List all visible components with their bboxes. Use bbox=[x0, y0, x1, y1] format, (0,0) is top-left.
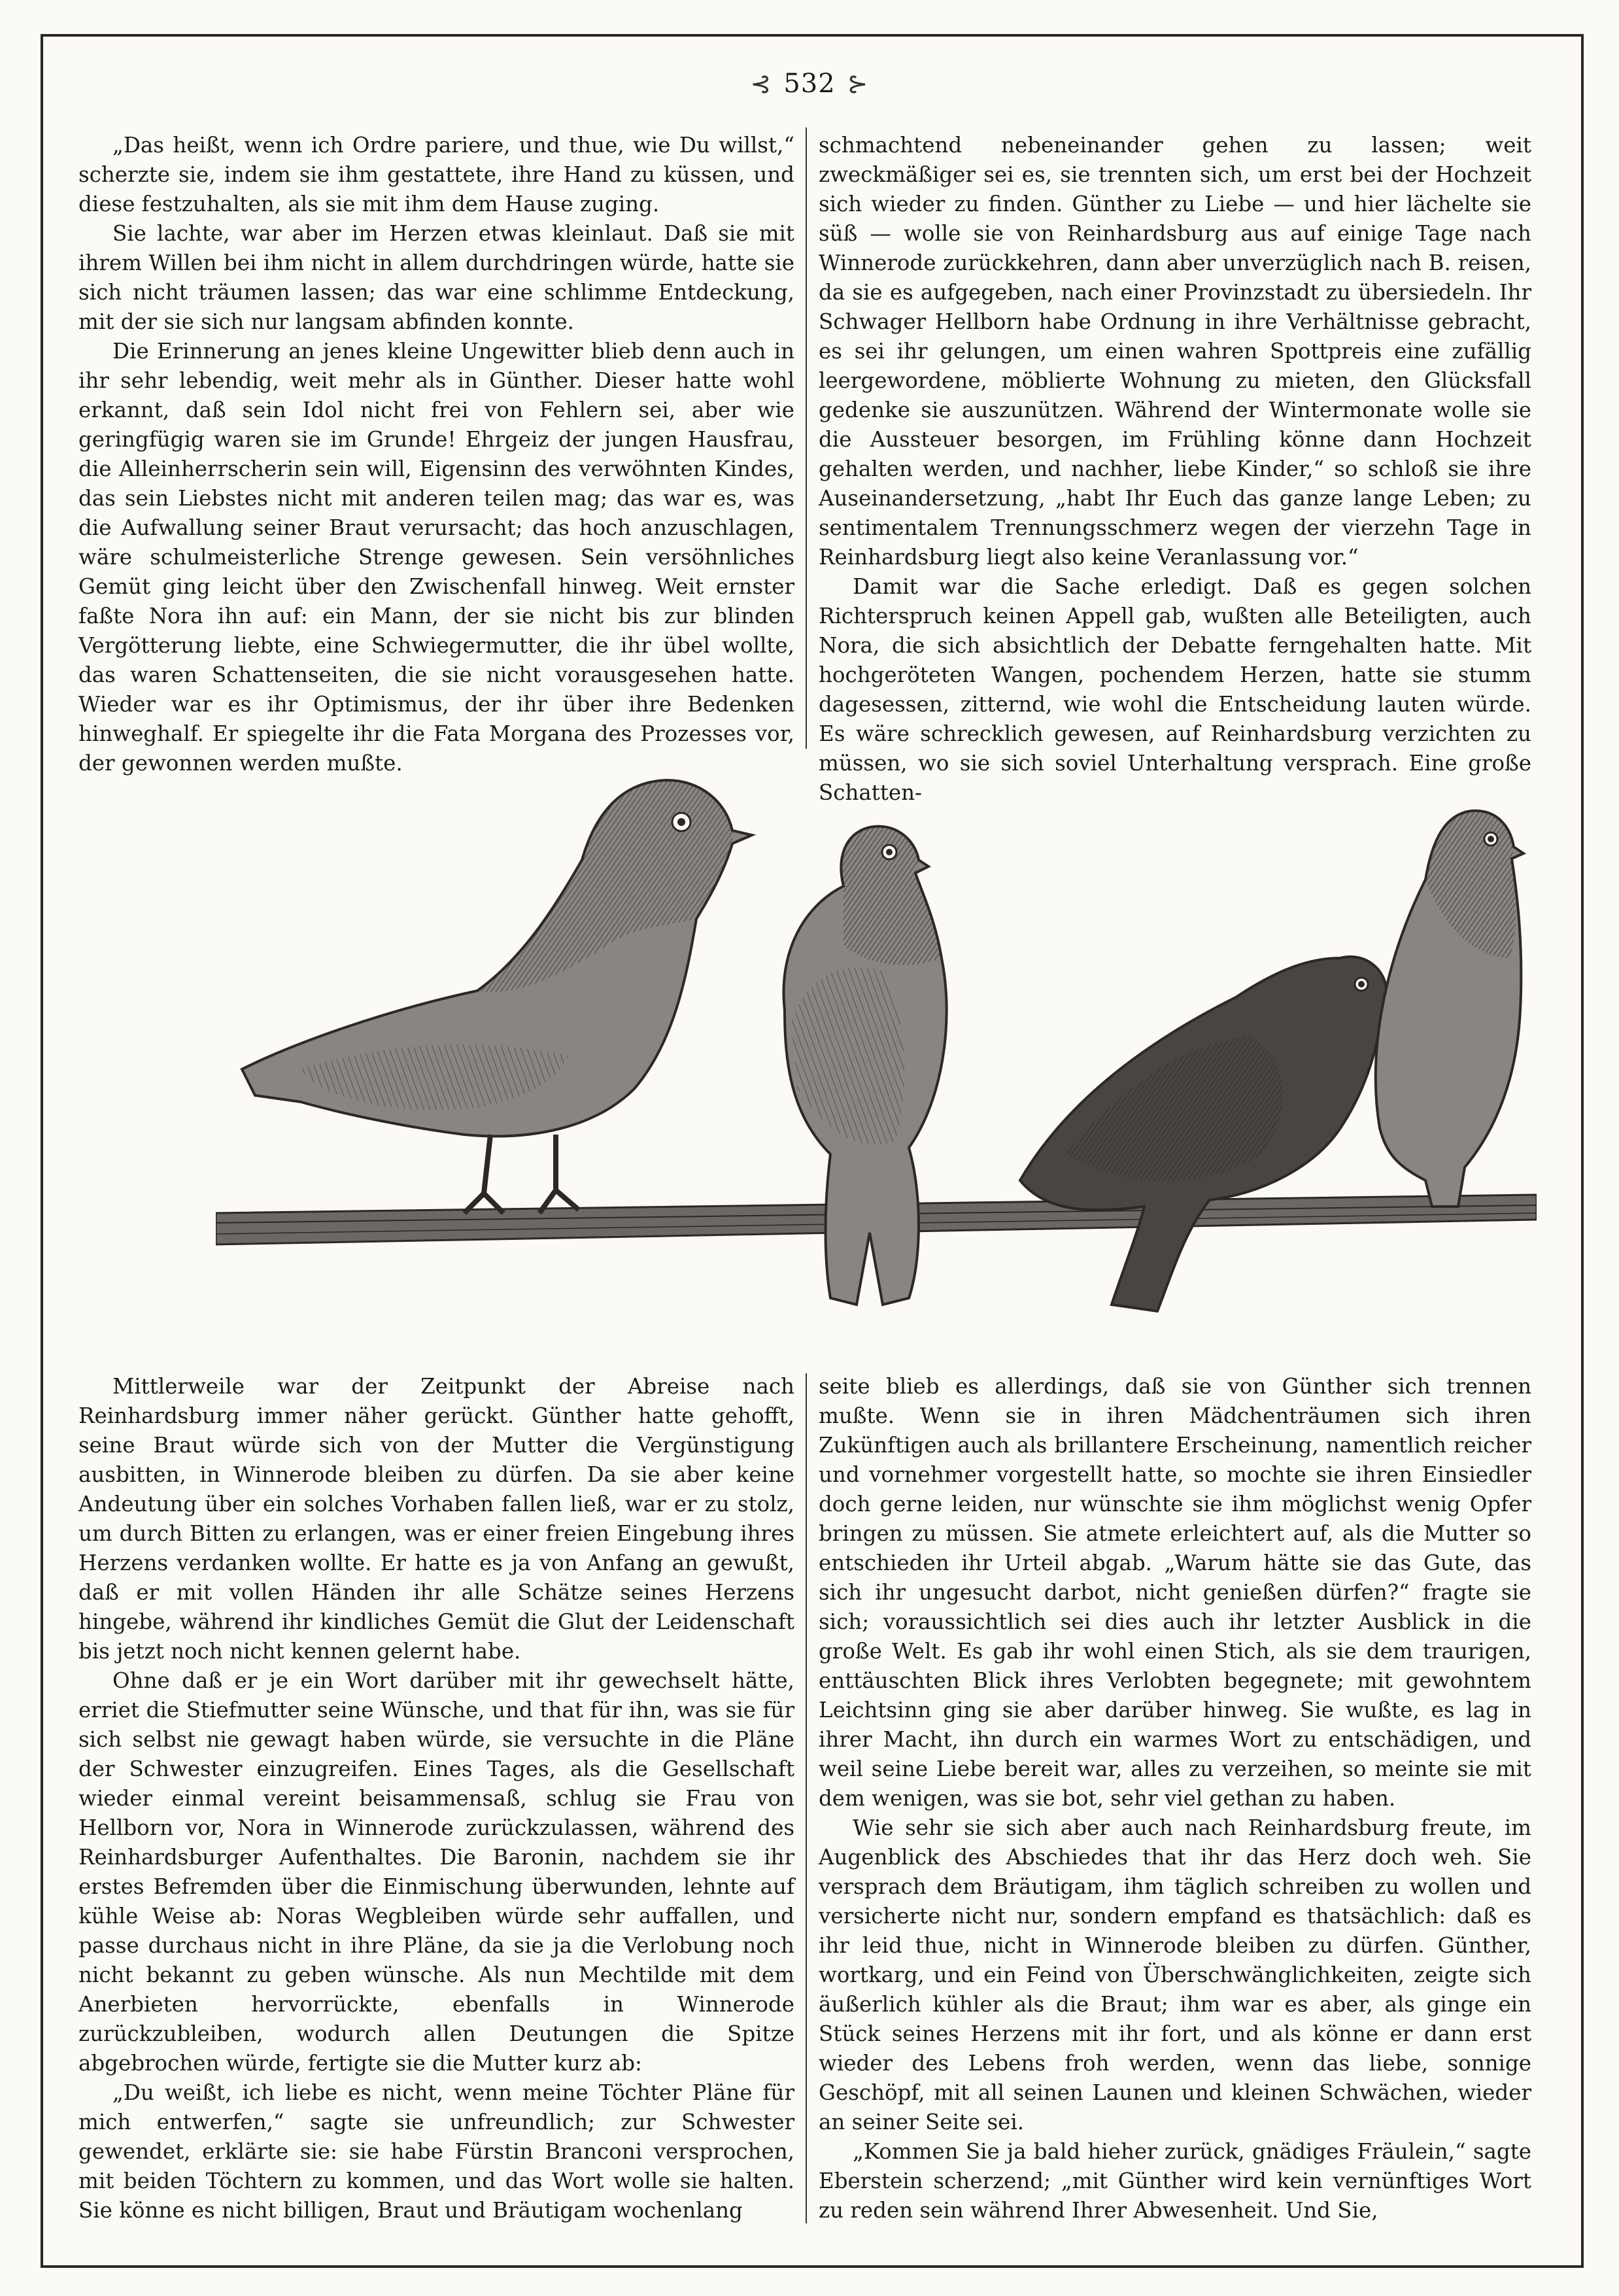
paragraph: seite blieb es allerdings, daß sie von Günther sich trennen mußte. Wenn sie in ihren Mädchenträumen sich ihren Zukünftigen auch als brillantere Erscheinung, namentlich reicher und vornehmer vorgestellt hatte, so mochte sie ihren Einsiedler doch gerne leiden, nur wünschte sie ihm möglichst wenig Opfer bringen zu müssen. Sie atmete erleichtert auf, als die Mutter so entschieden ihr Urteil abgab. „Warum hätte sie das Gute, das sich ihr ungesucht darbot, nicht genießen dürfen?“ fragte sie sich; voraussichtlich sei dies auch ihr letzter Ausblick in die große Welt. Es gab ihr wohl einen Stich, als sie dem traurigen, enttäuschten Blick ihres Verlobten begegnete; mit gewohntem Leichtsinn ging sie aber darüber hinweg. Sie wußte, es lag in ihrer Macht, ihn durch ein warmes Wort zu entschädigen, und weil seine Liebe bereit war, alles zu verzeihen, so meinte sie mit dem wenigen, was sie bot, sehr viel gethan zu haben. bbox=[819, 1374, 1531, 1811]
text-column-bottom-left bbox=[78, 1372, 794, 2225]
page-number: 532 bbox=[783, 69, 836, 99]
paragraph: Wie sehr sie sich aber auch nach Reinhardsburg freute, im Augenblick des Abschiedes that ihr das Herz doch weh. Sie versprach dem Bräutigam, ihm täglich schreiben zu wollen und versicherte nicht nur, sondern empfand es thatsächlich: daß es ihr leid thue, nicht in Winnerode bleiben zu dürfen. Günther, wortkarg, und ein Feind von Überschwänglichkeiten, zeigte sich äußerlich kühler als die Braut; ihm war es aber, als ginge ein Stück seines Herzens mit ihr fort, und als könne er dann erst wieder des Lebens froh werden, wenn das liebe, sonnige Geschöpf, mit all seinen Launen und kleinen Schwächen, wieder an seiner Seite sei. bbox=[819, 1815, 1531, 2134]
paragraph: „Kommen Sie ja bald hieher zurück, gnädiges Fräulein,“ sagte Eberstein scherzend; „mit Günther wird kein vernünftiges Wort zu reden sein während Ihrer Abwesenheit. Und Sie, bbox=[819, 2139, 1531, 2223]
paragraph: „Das heißt, wenn ich Ordre pariere, und thue, wie Du willst,“ scherzte sie, indem sie ihm gestattete, ihre Hand zu küssen, und diese festzuhalten, als sie mit ihm dem Hause zuging. bbox=[78, 133, 794, 216]
column-divider-top bbox=[806, 128, 807, 749]
text-column-top-left bbox=[78, 131, 794, 778]
pigeon-standing-left bbox=[242, 780, 752, 1213]
paragraph: schmachtend nebeneinander gehen zu lassen; weit zweckmäßiger sei es, sie trennten sich, um erst bei der Hochzeit sich wieder zu finden. Günther zu Liebe — und hier lächelte sie süß — wolle sie von Reinhardsburg aus auf einige Tage nach Winnerode zurückkehren, dann aber unverzüglich nach B. reisen, da sie es aufgegeben, nach einer Provinzstadt zu übersiedeln. Ihr Schwager Hellborn habe Ordnung in ihre Verhältnisse gebracht, es sei ihr gelungen, um einen wahren Spottpreis eine zufällig leergewordene, möblierte Wohnung zu mieten, den Glücksfall gedenke sie auszunützen. Während der Wintermonate wolle sie die Aussteuer besorgen, im Frühling könne dann Hochzeit gehalten werden, und nachher, liebe Kinder,“ so schloß sie ihre Auseinandersetzung, „habt Ihr Euch das ganze lange Leben; zu sentimentalem Trennungsschmerz wegen der vierzehn Tage in Reinhardsburg liegt also keine Veranlassung vor.“ bbox=[819, 133, 1531, 570]
pigeon-crouching bbox=[1020, 957, 1396, 1311]
paragraph: Die Erinnerung an jenes kleine Ungewitter blieb denn auch in ihr sehr lebendig, weit mehr als in Günther. Dieser hatte wohl erkannt, daß sein Idol nicht frei von Fehlern sei, aber wie geringfügig waren sie im Grunde! Ehrgeiz der jungen Hausfrau, die Alleinherrscherin sein will, Eigensinn des verwöhnten Kindes, das sein Liebstes nicht mit anderen teilen mag; das war es, was die Aufwallung seiner Braut verursacht; das hoch anzuschlagen, wäre schulmeisterliche Strenge gewesen. Sein versöhnliches Gemüt ging leicht über den Zwischenfall hinweg. Weit ernster faßte Nora ihn auf: ein Mann, der sie nicht bis zur blinden Vergötterung liebte, eine Schwiegermutter, die ihr übel wollte, das waren Schattenseiten, die sie nicht vorausgesehen hatte. Wieder war es ihr Optimismus, der ihr über ihre Bedenken hinweghalf. Er spiegelte ihr die Fata Morgana des Prozesses vor, der gewonnen werden mußte. bbox=[78, 339, 794, 776]
paragraph: Ohne daß er je ein Wort darüber mit ihr gewechselt hätte, erriet die Stiefmutter seine Wünsche, und that für ihn, was sie für sich selbst nie gewagt haben würde, sie versuchte in die Pläne der Schwester einzugreifen. Eines Tages, als die Gesellschaft wieder einmal vereint beisammensaß, schlug sie Frau von Hellborn vor, Nora in Winnerode zurückzulassen, während des Reinhardsburger Aufenthaltes. Die Baronin, nachdem sie ihr erstes Befremden über die Einmischung überwunden, lehnte auf kühle Weise ab: Noras Wegbleiben würde sehr auffallen, und passe durchaus nicht in ihre Pläne, da sie ja die Verlobung noch nicht bekannt zu geben wünsche. Als nun Mechtilde mit dem Anerbieten hervorrückte, ebenfalls in Winnerode zurückzubleiben, wodurch allen Deutungen die Spitze abgebrochen würde, fertigte sie die Mutter kurz ab: bbox=[78, 1668, 794, 2076]
pigeon-right bbox=[1376, 811, 1524, 1207]
pigeons-illustration bbox=[216, 762, 1537, 1370]
ornament-left-icon: ⊰ bbox=[750, 69, 772, 98]
column-divider-bottom bbox=[806, 1373, 807, 2223]
paragraph: Mittlerweile war der Zeitpunkt der Abreise nach Reinhardsburg immer näher gerückt. Günther hatte gehofft, seine Braut würde sich von der Mutter die Vergünstigung ausbitten, in Winnerode bleiben zu dürfen. Da sie aber keine Andeutung über ein solches Vorhaben fallen ließ, war er zu stolz, um durch Bitten zu erlangen, was er einer freien Eingebung ihres Herzens verdanken wollte. Er hatte es ja von Anfang an gewußt, daß er mit vollen Händen ihr alle Schätze seines Herzens hingebe, während ihr kindliches Gemüt die Glut der Leidenschaft bis jetzt noch nicht kennen gelernt habe. bbox=[78, 1374, 794, 1664]
ornament-right-icon: ⊱ bbox=[847, 69, 869, 98]
text-column-top-right bbox=[819, 131, 1531, 808]
paragraph: „Du weißt, ich liebe es nicht, wenn meine Töchter Pläne für mich entwerfen,“ sagte sie unfreundlich; zur Schwester gewendet, erklärte sie: sie habe Fürstin Branconi versprochen, mit beiden Töchtern zu kommen, und das Wort wolle sie halten. Sie könne es nicht billigen, Braut und Bräutigam wochenlang bbox=[78, 2080, 794, 2223]
paragraph: Damit war die Sache erledigt. Daß es gegen solchen Richterspruch keinen Appell gab, wußten alle Beteiligten, auch Nora, die sich absichtlich der Debatte ferngehalten hatte. Mit hochgeröteten Wangen, pochendem Herzen, hatte sie stumm dagesessen, zitternd, wie wohl die Entscheidung lauten würde. Es wäre schrecklich gewesen, auf Reinhardsburg verzichten zu müssen, wo sie sich soviel Unterhaltung versprach. Eine große Schatten- bbox=[819, 574, 1531, 805]
text-column-bottom-right bbox=[819, 1372, 1531, 2225]
paragraph: Sie lachte, war aber im Herzen etwas kleinlaut. Daß sie mit ihrem Willen bei ihm nicht in allem durchdringen würde, hatte sie sich nicht träumen lassen; das war eine schlimme Entdeckung, mit der sie sich nur langsam abfinden konnte. bbox=[78, 221, 794, 334]
page-header bbox=[0, 69, 1619, 99]
